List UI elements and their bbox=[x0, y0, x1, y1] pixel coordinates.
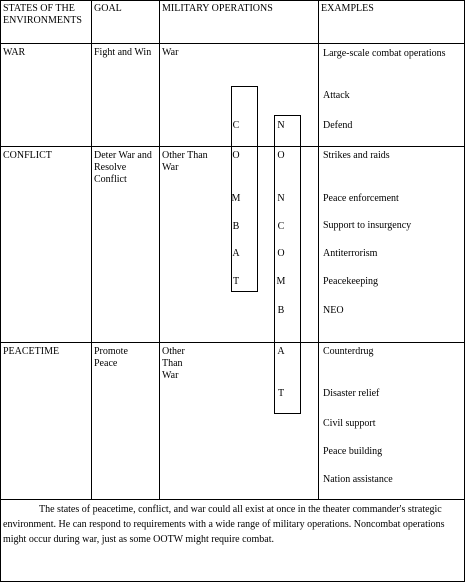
noncombat-letter: B bbox=[277, 305, 285, 316]
header-operations: MILITARY OPERATIONS bbox=[162, 3, 273, 14]
column-divider-1 bbox=[91, 0, 92, 500]
example-item: Large-scale combat operations bbox=[323, 48, 446, 59]
example-item: Antiterrorism bbox=[323, 248, 378, 259]
header-states: STATES OF THE ENVIRONMENTS bbox=[3, 3, 82, 26]
example-item: Peace building bbox=[323, 446, 383, 457]
row-divider-peacetime bbox=[0, 499, 465, 500]
column-divider-2 bbox=[159, 0, 160, 500]
noncombat-letter: N bbox=[277, 193, 285, 204]
goal-conflict: Deter War and Resolve Conflict bbox=[94, 150, 152, 185]
row-divider-conflict bbox=[0, 342, 465, 343]
example-item: Defend bbox=[323, 120, 353, 131]
goal-war: Fight and Win bbox=[94, 47, 152, 58]
noncombat-letter: M bbox=[276, 276, 286, 287]
example-item: Strikes and raids bbox=[323, 150, 390, 161]
combat-letter: A bbox=[232, 248, 240, 259]
combat-letter: T bbox=[232, 276, 240, 287]
combat-letter: C bbox=[232, 120, 240, 131]
noncombat-letter: O bbox=[277, 150, 285, 161]
noncombat-letter: N bbox=[277, 120, 285, 131]
example-item: NEO bbox=[323, 305, 344, 316]
combat-span-box bbox=[231, 86, 258, 292]
state-conflict: CONFLICT bbox=[3, 150, 52, 161]
goal-peacetime: Promote Peace bbox=[94, 346, 128, 369]
example-item: Disaster relief bbox=[323, 388, 380, 399]
noncombat-letter: T bbox=[277, 388, 285, 399]
header-goal: GOAL bbox=[94, 3, 122, 14]
operation-conflict: Other Than War bbox=[162, 150, 208, 173]
noncombat-letter: A bbox=[277, 346, 285, 357]
operation-war: War bbox=[162, 47, 179, 58]
combat-letter: O bbox=[232, 150, 240, 161]
example-item: Peace enforcement bbox=[323, 193, 399, 204]
row-divider-header bbox=[0, 43, 465, 44]
noncombat-letter: O bbox=[277, 248, 285, 259]
example-item: Civil support bbox=[323, 418, 376, 429]
combat-letter: M bbox=[231, 193, 241, 204]
operation-peacetime: Other Than War bbox=[162, 346, 185, 381]
example-item: Nation assistance bbox=[323, 474, 393, 485]
header-examples: EXAMPLES bbox=[321, 3, 374, 14]
column-divider-3 bbox=[318, 0, 319, 500]
state-peacetime: PEACETIME bbox=[3, 346, 60, 357]
example-item: Counterdrug bbox=[323, 346, 374, 357]
state-war: WAR bbox=[3, 47, 26, 58]
example-item: Support to insurgency bbox=[323, 220, 412, 231]
combat-letter: B bbox=[232, 221, 240, 232]
footnote-paragraph: The states of peacetime, conflict, and war could all exist at once in the theater commander's strategic environment. He can respond to requirements with a wide range of military operations. Noncombat operations might occur during war, just as some OOTW might require combat. bbox=[3, 504, 445, 545]
noncombat-letter: C bbox=[277, 221, 285, 232]
example-item: Attack bbox=[323, 90, 350, 101]
example-item: Peacekeeping bbox=[323, 276, 378, 287]
